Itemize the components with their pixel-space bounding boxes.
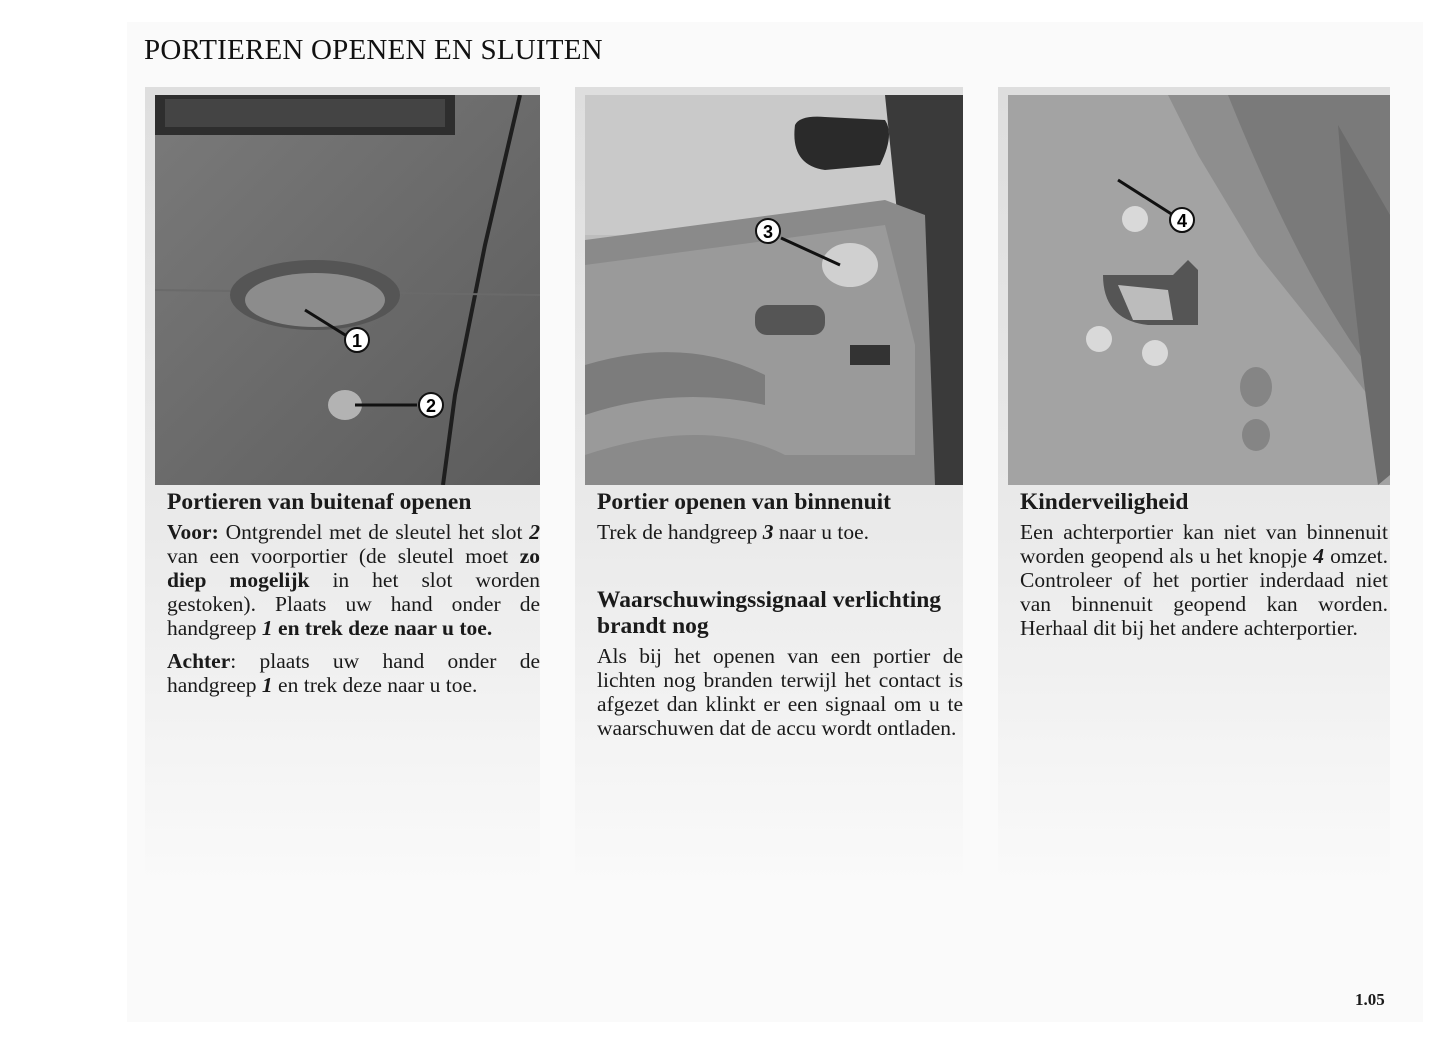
front-door-paragraph: [167, 520, 540, 640]
section-outside-opening: [145, 87, 540, 887]
inside-text-2: naar u toe.: [773, 520, 870, 544]
rear-label: Achter: [167, 649, 231, 673]
inside-open-paragraph: [597, 520, 963, 544]
callout-1: [345, 328, 369, 352]
front-emphasis-2: en trek deze naar u toe.: [272, 616, 493, 640]
child-safety-paragraph: [1020, 520, 1388, 640]
front-text-1: Ontgrendel met de sleutel het slot: [218, 520, 530, 544]
rear-text-2: en trek deze naar u toe.: [272, 673, 478, 697]
child-lock-illustration: [1008, 95, 1390, 485]
inside-text-1: Trek de handgreep: [597, 520, 763, 544]
photo-exterior-door-handle: [155, 95, 540, 485]
callout-3-label: 3: [762, 222, 774, 242]
page-title: PORTIEREN OPENEN EN SLUITEN: [144, 34, 603, 66]
section-inside-opening: [575, 87, 963, 887]
page-number: 1.05: [1355, 990, 1385, 1009]
callout-3: [756, 219, 780, 243]
rear-text-1: : plaats uw hand onder de handgreep: [167, 649, 540, 697]
callout-4: [1170, 208, 1194, 232]
section-3-heading: Kinderveiligheid: [1020, 489, 1189, 515]
section-3-text: [1020, 489, 1388, 649]
photo-child-lock: [1008, 95, 1390, 485]
section-1-heading: Portieren van buitenaf openen: [167, 489, 472, 515]
interior-door-illustration: [585, 95, 963, 485]
child-text-1: Een achterportier kan niet van binnenuit worden geopend als u het knopje: [1020, 520, 1388, 568]
child-text-2: omzet. Controleer of het portier inderdaad niet van binnenuit geopend kan worden. Herhaal dit bij het andere achterportier.: [1020, 544, 1388, 640]
ref-4: 4: [1313, 544, 1324, 568]
ref-3: 3: [762, 520, 774, 544]
rear-door-paragraph: [167, 649, 540, 697]
section-2-heading: Portier openen van binnenuit: [597, 489, 892, 515]
callout-2: [419, 393, 443, 417]
section-1-text: [167, 489, 540, 706]
callout-2-label: 2: [425, 396, 437, 416]
ref-1: 1: [261, 616, 273, 640]
front-text-3: in het slot worden gestoken). Plaats uw hand onder de handgreep: [167, 568, 540, 640]
warning-paragraph: Als bij het openen van een portier de lichten nog branden terwijl het contact is afgezet dan klinkt er een signaal om u te waarschuwen dat de accu wordt ontladen.: [597, 644, 963, 740]
front-label: Voor:: [167, 520, 219, 544]
callout-4-label: 4: [1176, 211, 1188, 231]
front-text-2: van een voorportier (de sleutel moet: [167, 544, 520, 568]
front-emphasis: zo diep mogelijk: [167, 544, 540, 592]
warning-heading: Waarschuwingssignaal verlichting brandt nog: [597, 587, 942, 639]
ref-1b: 1: [261, 673, 273, 697]
callout-1-label: 1: [351, 331, 363, 351]
ref-2: 2: [529, 520, 540, 544]
section-2-text: [597, 489, 963, 749]
photo-interior-door: [585, 95, 963, 485]
exterior-door-illustration: [155, 95, 540, 485]
section-child-safety: [998, 87, 1390, 887]
